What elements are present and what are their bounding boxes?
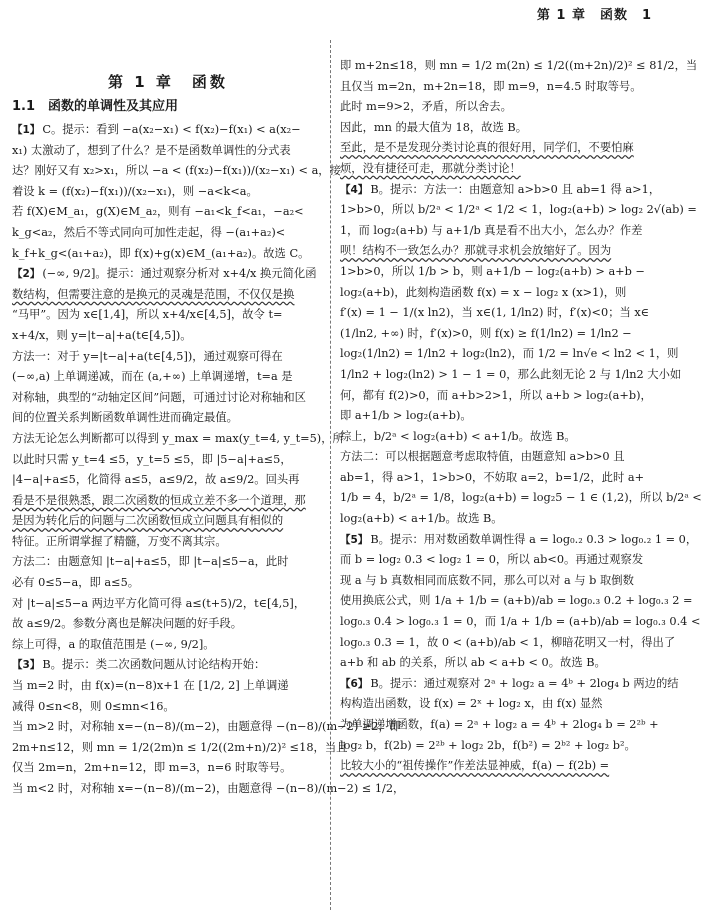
text-line: 以此时只需 y_t=4 ≤5，y_t=5 ≤5，即 |5−a|+a≤5，: [12, 452, 292, 466]
text-line: f′(x) = 1 − 1/(x ln2)，当 x∈(1, 1/ln2) 时，f′(x)<0；当 x∈: [340, 306, 650, 320]
text-line: x₁) 太激动了，想到了什么？是不是函数单调性的分式表: [12, 143, 291, 157]
text-line: 【5】 B。提示：用对数函数单调性得 a = log₀.₂ 0.3 > log₀.₂ 1 = 0，: [340, 532, 698, 546]
text-line: k_g<a₂，然后不等式同向可加性走起，得 −(a₁+a₂)<: [12, 225, 286, 239]
text-line: 当 m<2 时，对称轴 x=−(n−8)/(m−2)，由题意得 −(n−8)/(m−2) ≤ 1/2，: [12, 782, 405, 795]
text-line: 间的位置关系判断函数单调性进而确定最值。: [12, 411, 238, 425]
problem-tag: 【5】: [340, 533, 369, 546]
text-line: 对 |t−a|≤5−a 两边平方化简可得 a≤(t+5)/2，t∈[4,5]，: [12, 596, 306, 610]
text-line: 必有 0≤5−a，即 a≤5。: [12, 576, 140, 590]
answer-6: [340, 674, 679, 777]
problem-tag: 【1】: [12, 124, 41, 136]
text-line: 2m+n≤12，则 mn = 1/2(2m)n ≤ 1/2((2m+n)/2)² ≤18，当且: [12, 740, 348, 754]
text-line: 方法二：由题意知 |t−a|+a≤5，即 |t−a|≤5−a，此时: [12, 555, 289, 569]
text-line: “马甲”。因为 x∈[1,4]，所以 x+4/x∈[4,5]，故令 t=: [12, 308, 283, 322]
text-line: 比较大小的“祖传操作”作差法显神威，f(a) − f(2b) =: [340, 759, 610, 773]
text-line: 数结构，但需要注意的是换元的灵魂是范围，不仅仅是换: [12, 287, 295, 301]
running-head: 第 1 章 函数 1: [536, 8, 652, 23]
text-line: 1/ln2 + log₂(ln2) > 1 − 1 = 0，那么此刻无论 2 与 1/ln2 大小如: [340, 367, 682, 381]
text-line: 特征。正所谓掌握了精髓，万变不离其宗。: [12, 534, 227, 548]
text-line: 方法二：可以根据题意考虑取特值，由题意知 a>b>0 且: [340, 450, 625, 464]
section-title: 1.1 函数的单调性及其应用: [12, 99, 179, 114]
text-line: 减得 0≤n<8，则 0≤mn<16。: [12, 699, 175, 713]
right-column: [340, 56, 702, 777]
text-line: 即 a+1/b > log₂(a+b)。: [340, 409, 472, 423]
left-column: [12, 66, 405, 800]
text-line: 当 m=2 时，由 f(x)=(n−8)x+1 在 [1/2, 2] 上单调递: [12, 679, 289, 693]
answer-1: [12, 120, 341, 264]
text-line: 至此，是不是发现分类讨论真的很好用，同学们，不要怕麻: [340, 141, 634, 155]
text-line: 烦，没有捷径可走，那就分类讨论！: [340, 161, 521, 175]
text-line: 何，都有 f(2)>0，而 a+b>2>1，所以 a+b > log₂(a+b)，: [340, 388, 652, 402]
text-line: log₀.₃ 0.4 > log₀.₃ 1 = 0，而 1/a + 1/b = (a+b)/ab = log₀.₃ 0.4 <: [340, 615, 701, 629]
text-line: 1/b = 4，b/2ᵃ = 1/8，log₂(a+b) = log₂5 − 1 ∈ (1,2)，所以 b/2ᵃ <: [340, 491, 702, 505]
text-line: log₂(a+b)，此刻构造函数 f(x) = x − log₂ x (x>1)，则: [340, 285, 627, 299]
text-line: 【1】 C。提示：看到 −a(x₂−x₁) < f(x₂)−f(x₁) < a(x₂−: [12, 123, 301, 136]
text-line: 为单调递增函数，f(a) = 2ᵃ + log₂ a = 4ᵇ + 2log₄ b = 2²ᵇ +: [340, 718, 659, 731]
answer-3: [12, 655, 405, 799]
answer-3-continued: [340, 56, 698, 180]
text-line: 【3】 B。提示：类二次函数问题从讨论结构开始：: [12, 658, 266, 672]
text-line: 若 f(X)∈M_a₁，g(X)∈M_a₂，则有 −a₁<k_f<a₁，−a₂<: [12, 205, 304, 219]
text-line: 1>b>0，所以 b/2ᵃ < 1/2ᵃ < 1/2 < 1，log₂(a+b) > log₂ 2√(ab) =: [340, 203, 697, 217]
text-line: 当 m>2 时，对称轴 x=−(n−8)/(m−2)，由题意得 −(n−8)/(m−2) ≥2，即: [12, 720, 402, 734]
text-line: 且仅当 m=2n，m+2n=18，即 m=9，n=4.5 时取等号。: [340, 79, 642, 93]
text-line: 看是不是很熟悉，跟二次函数的恒成立差不多一个道理，那: [12, 493, 306, 507]
text-line: (−∞,a) 上单调递减，而在 (a,+∞) 上单调递增，t=a 是: [12, 370, 293, 384]
text-line: 而 b = log₂ 0.3 < log₂ 1 = 0，所以 ab<0。再通过观察发: [340, 553, 644, 567]
text-line: 1>b>0，所以 1/b > b，则 a+1/b − log₂(a+b) > a+b −: [340, 264, 645, 278]
text-line: 因此，mn 的最大值为 18，故选 B。: [340, 120, 528, 134]
text-line: 仅当 2m=n，2m+n=12，即 m=3，n=6 时取等号。: [12, 761, 292, 775]
text-line: (1/ln2, +∞) 时，f′(x)>0，则 f(x) ≥ f(1/ln2) = 1/ln2 −: [340, 326, 632, 340]
text-line: log₂(a+b) < a+1/b。故选 B。: [340, 512, 503, 526]
text-line: 此时 m=9>2，矛盾，所以舍去。: [340, 100, 512, 114]
text-line: 是因为转化后的问题与二次函数恒成立问题具有相似的: [12, 514, 284, 528]
text-line: 现 a 与 b 真数相同而底数不同，那么可以对 a 与 b 取倒数: [340, 573, 634, 587]
text-line: 【6】 B。提示：通过观察对 2ᵃ + log₂ a = 4ᵇ + 2log₄ b 两边的结: [340, 676, 679, 690]
text-line: log₀.₃ 0.3 = 1，故 0 < (a+b)/ab < 1，柳暗花明又一村，得出了: [340, 635, 676, 649]
text-line: log₂(1/ln2) = 1/ln2 + log₂(ln2)，而 1/2 = ln√e < ln2 < 1，则: [340, 347, 679, 361]
text-line: log₂ b，f(2b) = 2²ᵇ + log₂ 2b，f(b²) = 2ᵇ² + log₂ b²。: [340, 738, 636, 752]
text-line: 【2】 (−∞, 9/2]。提示：通过观察分析对 x+4/x 换元简化函: [12, 267, 317, 281]
text-line: 1，而 log₂(a+b) 与 a+1/b 真是看不出大小，怎么办？作差: [340, 223, 643, 237]
text-line: |4−a|+a≤5，化简得 a≤5，a≤9/2，故 a≤9/2。回头再: [12, 473, 300, 487]
text-line: 故 a≤9/2。参数分离也是解决问题的好手段。: [12, 617, 243, 631]
text-line: 【4】 B。提示：方法一：由题意知 a>b>0 且 ab=1 得 a>1，: [340, 182, 661, 196]
chapter-title: 第 1 章 函数: [108, 73, 228, 91]
answer-4: [340, 180, 702, 530]
text-line: x+4/x，则 y=|t−a|+a(t∈[4,5])。: [12, 328, 192, 342]
text-line: 即 m+2n≤18，则 mn = 1/2 m(2n) ≤ 1/2((m+2n)/2)² ≤ 81/2，当: [340, 59, 698, 72]
text-line: 方法一：对于 y=|t−a|+a(t∈[4,5])，通过观察可得在: [12, 349, 283, 363]
problem-tag: 【4】: [340, 183, 369, 196]
text-line: 呗！结构不一致怎么办？那就寻求机会放缩好了。因为: [340, 244, 612, 258]
text-line: 使用换底公式，则 1/a + 1/b = (a+b)/ab = log₀.₃ 0.2 + log₀.₃ 2 =: [340, 594, 693, 608]
text-line: 构构造出函数，设 f(x) = 2ˣ + log₂ x，由 f(x) 显然: [340, 697, 603, 711]
problem-tag: 【2】: [12, 268, 41, 281]
answer-2: [12, 264, 344, 655]
problem-tag: 【6】: [340, 677, 369, 690]
answer-5: [340, 530, 701, 674]
text-line: 综上可得，a 的取值范围是 (−∞, 9/2]。: [12, 637, 215, 651]
text-line: a+b 和 ab 的关系，所以 ab < a+b < 0。故选 B。: [340, 656, 606, 670]
text-line: 综上，b/2ᵃ < log₂(a+b) < a+1/b。故选 B。: [340, 429, 576, 443]
problem-tag: 【3】: [12, 659, 41, 672]
text-line: 对称轴，典型的“动轴定区间”问题，可通过讨论对称轴和区: [12, 390, 306, 404]
text-line: 着设 k = (f(x₂)−f(x₁))/(x₂−x₁)，则 −a<k<a。: [12, 184, 258, 198]
text-line: ab=1，得 a>1，1>b>0，不妨取 a=2，b=1/2，此时 a+: [340, 470, 645, 484]
text-line: 方法无论怎么判断都可以得到 y_max = max(y_t=4, y_t=5)，所: [12, 431, 344, 445]
text-line: 达？刚好又有 x₂>x₁，所以 −a < (f(x₂)−f(x₁))/(x₂−x₁) < a，接: [12, 164, 341, 178]
text-line: k_f+k_g<(a₁+a₂)，即 f(x)+g(x)∈M_(a₁+a₂)。故选 C。: [12, 246, 310, 260]
